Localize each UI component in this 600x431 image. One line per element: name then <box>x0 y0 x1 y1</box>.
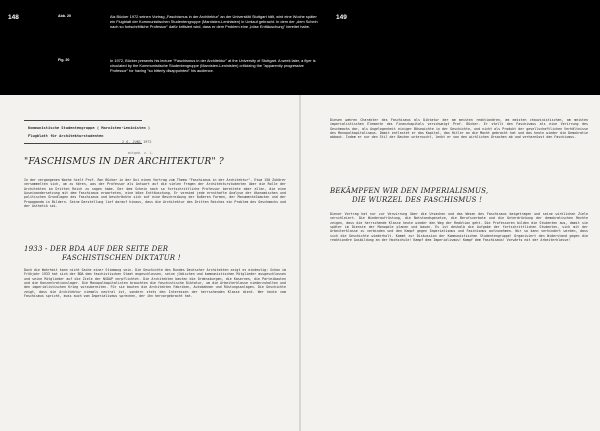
flyer-paragraph-4: Dieser Vortrag hat nur zur Verwirrung über die Ursachen und das Wesen des Faschismus beigetragen und seine wirklichen Ziele verschleiert. Die Wiederaufrüstung, die Notstandsgesetze, die Berufsverbote und die Unterdrückung der demokratischen Rechte zeigen, dass die herrschende Klasse heute wieder den Weg der Reaktion geht. Die Professoren bilden die Studenten aus, damit sie später im Dienste der Monopole planen und bauen. Es ist deshalb die Aufgabe der fortschrittlichen Studenten, sich mit der Arbeiterklasse zu verbinden und den Kampf gegen Imperialismus und Faschismus aufzunehmen. Nur so kann verhindert werden, dass sich die Geschichte wiederholt. Kommt zur Diskussion der Kommunistischen Studentengruppe! Organisiert den Widerstand gegen die reaktionäre Ausbildung an der Hochschule! Kampf dem Imperialismus! Kampf dem Faschismus! Vorwärts mit der Arbeiterklasse! <box>330 212 588 243</box>
flyer-page-left <box>0 95 299 431</box>
flyer-heading-imperialism-line1: BEKÄMPFEN WIR DEN IMPERIALISMUS, <box>330 187 489 195</box>
flyer-date-stamp: 2 6. JUNI 1972 <box>122 140 152 144</box>
figure-label-en: Fig. 20 <box>58 58 70 62</box>
flyer-handwritten-note: mitgeb. v. L. <box>128 151 154 155</box>
flyer-page-right <box>301 95 600 431</box>
flyer-organization: Kommunistische Studentengruppe ( Marxisten-Leninisten ) <box>28 126 151 130</box>
flyer-heading-bda <box>24 245 284 263</box>
flyer-title: "FASCHISMUS IN DER ARCHITEKTUR" ? <box>24 157 224 167</box>
figure-label-de: Abb. 20 <box>58 14 71 18</box>
flyer-paragraph-3: Diesen wahren Charakter des Faschismus als Diktatur der am meisten reaktionären, am meisten chauvinistischen, am meisten imperialistischen Elemente des Finanzkapitals verschweigt Prof. Bücker. Er stellt den Faschismus als eine Verirrung des Geschmacks dar, als Angelegenheit einiger Bösewichte in der Geschichte, und nicht als Produkt der gesellschaftlichen Verhältnisse des Monopolkapitalismus. Damit entlastet er das Kapital, das Hitler an die Macht gebracht hat und das heute wieder die Demokratie abbaut. Indem er nur den Stil der Bauten untersucht, lenkt er von den wirklichen Ursachen ab und verharmlost den Faschismus. <box>330 118 588 140</box>
flyer-heading-imperialism-line2: DIE WURZEL DES FASCHISMUS ! <box>352 196 483 204</box>
caption-german: Als Bücker 1972 seinen Vortrag „Faschismus in der Architektur" an der Universität Stuttgart hält, wird eine Woche später ein Flugblatt der Kommunistischen Studentengruppe (Marxisten-Leninisten) in Umlauf gebracht. In dem der „dem Schein nach so fortschrittliche Professor" dafür kritisiert wird, dass er dem Problem eine „böse Enttäuschung" bereitet habe. <box>110 14 318 30</box>
page-number-right: 149 <box>336 14 347 21</box>
flyer-heading-bda-line1: 1933 - DER BDA AUF DER SEITE DER <box>24 245 169 253</box>
flyer-paragraph-2: Doch die Wahrheit kann nicht Sache einer Stimmung sein. Die Geschichte des Bundes Deutscher Architekten zeigt es eindeutig: Schon im Frühjahr 1933 hat sich der BDA dem faschistischen Staat angeschlossen, seine jüdischen und kommunistischen Mitglieder ausgeschlossen und seine Mitglieder auf die Ziele der NSDAP verpflichtet. Die Architekten bauten die Ordensburgen, die Kasernen, die Parteibauten und die Konzentrationslager. Die Monopolkapitalisten brauchten die faschistische Diktatur, um die Arbeiterklasse niederzuhalten und den imperialistischen Krieg vorzubereiten. Für sie bauten die Architekten Fabriken, Autobahnen und Rüstungsanlagen. Die Geschichte zeigt, dass die Architektur niemals neutral ist, sondern stets den Interessen der herrschenden Klasse dient. Wer heute vom Faschismus spricht, muss auch vom Imperialismus sprechen, der ihn hervorgebracht hat. <box>24 268 287 299</box>
flyer-subtitle: Flugblatt für Architekturstudenten <box>28 134 104 138</box>
flyer-paragraph-1: In der vergangenen Woche hielt Prof. Ron Bücker in der Uni einen Vortrag zum Thema "Faschismus in der Architektur". Etwa 150 Zuhörer versammelten sich, um zu hören, was der Professor als Antwort auf die vielen Fragen der Architekturstudenten über die Rolle der Architekten im Dritten Reich zu sagen habe. Der dem Schein nach so fortschrittliche Professor bereitete aber allen, die eine Auseinandersetzung mit dem Faschismus erwarteten, eine böse Enttäuschung. Er vermied jede ernsthafte Analyse der ökonomischen und politischen Grundlagen des Faschismus und beschränkte sich auf eine Beschreibung der äußeren Formen, der Monumentalbauten und der Propaganda in Bildern. Seine Darstellung lief darauf hinaus, dass die Architektur des Dritten Reiches ein Problem des Geschmacks und der Ästhetik sei. <box>24 178 287 209</box>
caption-english: In 1972, Bücker presents his lecture "Faschismus in der Architektur" at the University of Stuttgart. A week later, a flyer is circulated by the Kommunistische Studentengruppe (Marxisten-Leninisten) criticizing the "apparently progressive Professor" for having "so bitterly disappointed" his audience. <box>110 58 316 74</box>
page-number-left: 148 <box>8 14 19 21</box>
flyer-heading-bda-line2: FASCHISTISCHEN DIKTATUR ! <box>62 254 181 262</box>
flyer-heading-imperialism <box>330 187 550 205</box>
book-gutter <box>299 95 301 431</box>
